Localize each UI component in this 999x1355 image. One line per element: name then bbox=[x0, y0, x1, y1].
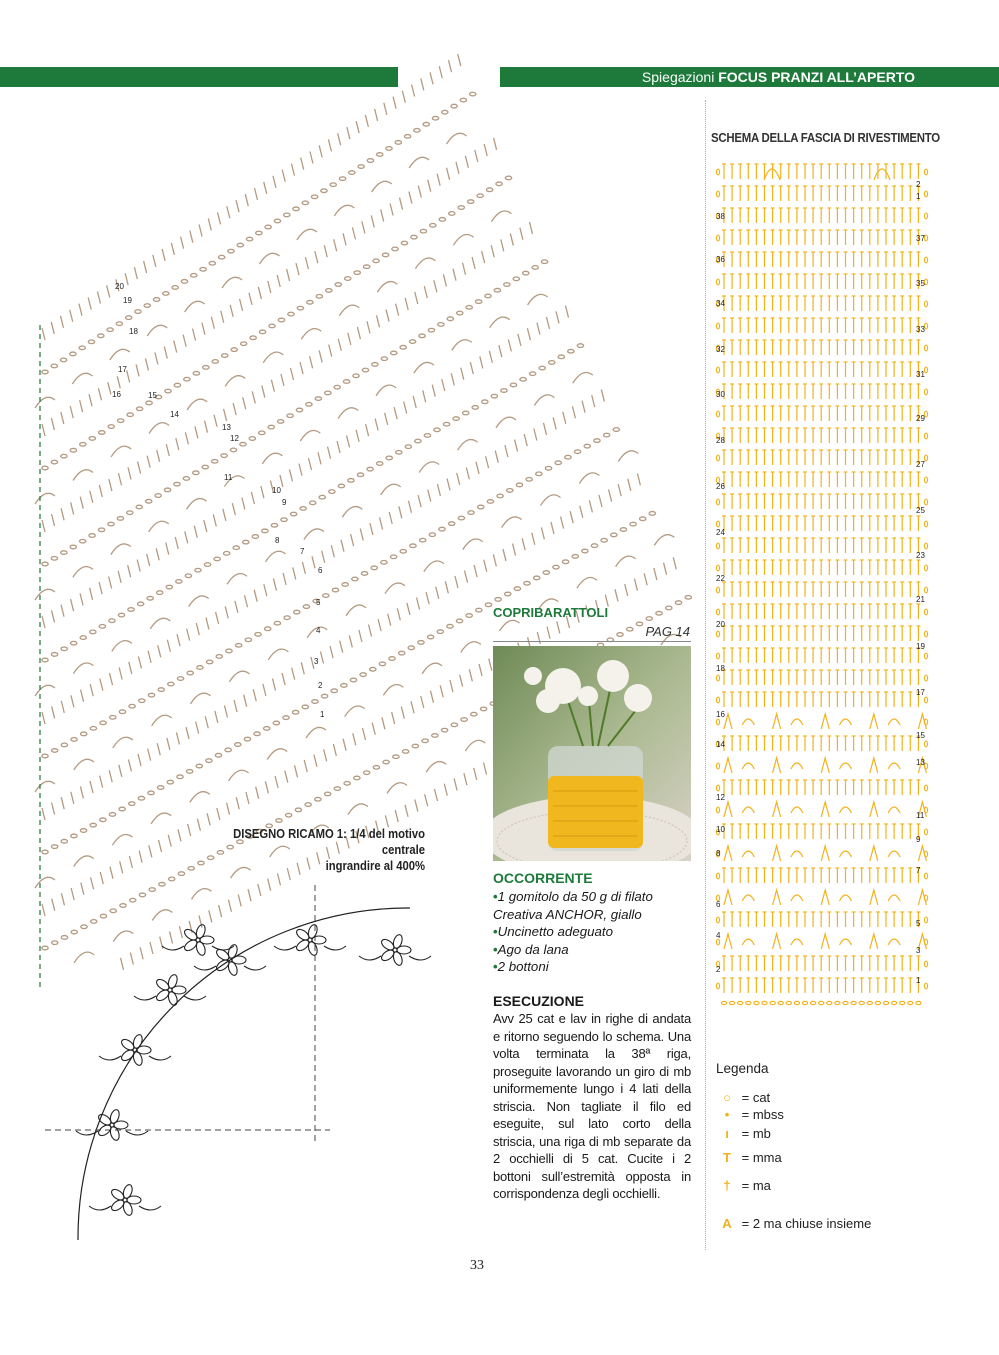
legend-label: = ma bbox=[741, 1178, 771, 1193]
section-title: FOCUS PRANZI ALL’APERTO bbox=[718, 69, 915, 85]
doily-row-number: 16 bbox=[112, 390, 121, 399]
schema-row-number-left: 24 bbox=[716, 528, 725, 537]
schema-row-number-left: 32 bbox=[716, 345, 725, 354]
legend-item-cat bbox=[716, 1090, 770, 1105]
schema-row-number-right: 11 bbox=[916, 811, 925, 820]
schema-row-number-right: 27 bbox=[916, 460, 925, 469]
schema-row-number-right: 1 bbox=[916, 976, 921, 985]
doily-row-number: 11 bbox=[224, 473, 233, 482]
schema-row-number-left: 22 bbox=[716, 574, 725, 583]
doily-row-number: 10 bbox=[272, 486, 281, 495]
doily-row-number: 13 bbox=[222, 423, 231, 432]
schema-row-number-right: 19 bbox=[916, 642, 925, 651]
embroidery-drawing bbox=[40, 880, 440, 1240]
section-label: Spiegazioni bbox=[641, 69, 715, 85]
legend-item-mbss bbox=[716, 1107, 784, 1122]
schema-row-number-right: 33 bbox=[916, 325, 925, 334]
schema-row-number-right: 2 bbox=[916, 180, 921, 189]
dot-icon: • bbox=[724, 1107, 730, 1122]
doily-row-number: 9 bbox=[282, 498, 287, 507]
doily-row-number: 7 bbox=[300, 547, 305, 556]
doily-row-number: 14 bbox=[170, 410, 179, 419]
schema-row-number-left: 4 bbox=[716, 931, 721, 940]
schema-row-number-left: 18 bbox=[716, 664, 725, 673]
esecuzione-text: Avv 25 cat e lav in righe di andata e ritorno seguendo lo schema. Una volta terminata la 38ª riga, proseguite lavorando un giro di mb uniformemente lungo i 4 lati della striscia. Non tagliate il filo ed eseguite, sul lato corto della striscia, una riga di mb separate da 2 occhielli di 5 cat. Cucite i 2 bottoni sull’estremità opposta in corrispondenza degli occhielli. bbox=[493, 1011, 691, 1201]
schema-row-number-right: 21 bbox=[916, 595, 925, 604]
schema-chart bbox=[712, 158, 934, 1008]
doily-row-number: 2 bbox=[318, 681, 323, 690]
schema-row-number-left: 26 bbox=[716, 482, 725, 491]
list-item: • Uncinetto adeguato bbox=[493, 923, 698, 941]
legend-item-mma bbox=[716, 1150, 782, 1165]
mma-icon: T bbox=[723, 1150, 731, 1165]
schema-row-number-right: 17 bbox=[916, 688, 925, 697]
schema-row-number-right: 1 bbox=[916, 192, 921, 201]
schema-row-number-left: 36 bbox=[716, 255, 725, 264]
schema-row-number-right: 15 bbox=[916, 731, 925, 740]
schema-row-number-left: 38 bbox=[716, 212, 725, 221]
schema-row-number-left: 14 bbox=[716, 740, 725, 749]
schema-row-number-left: 28 bbox=[716, 436, 725, 445]
schema-row-number-right: 7 bbox=[916, 866, 921, 875]
ricamo-title-line1: DISEGNO RICAMO 1: 1/4 del motivo centrale bbox=[233, 827, 425, 857]
schema-row-number-left: 2 bbox=[716, 965, 721, 974]
doily-row-number: 4 bbox=[316, 626, 321, 635]
schema-row-number-right: 35 bbox=[916, 279, 925, 288]
legend-item-2ma bbox=[716, 1216, 871, 1231]
list-item: • 1 gomitolo da 50 g di filato Creativa ANCHOR, giallo bbox=[493, 888, 698, 923]
occorrente-heading: OCCORRENTE bbox=[493, 870, 593, 886]
schema-row-number-left: 30 bbox=[716, 390, 725, 399]
doily-row-number: 18 bbox=[129, 327, 138, 336]
schema-row-number-right: 5 bbox=[916, 919, 921, 928]
ricamo-title bbox=[200, 826, 425, 874]
schema-row-number-left: 12 bbox=[716, 793, 725, 802]
schema-row-number-right: 37 bbox=[916, 234, 925, 243]
legend-title: Legenda bbox=[716, 1061, 769, 1076]
doily-row-number: 12 bbox=[230, 434, 239, 443]
doily-row-number: 6 bbox=[318, 566, 323, 575]
two-ma-icon: A bbox=[722, 1216, 732, 1231]
doily-row-number: 17 bbox=[118, 365, 127, 374]
schema-row-number-right: 29 bbox=[916, 414, 925, 423]
mb-icon: ı bbox=[725, 1126, 729, 1141]
title-rule bbox=[493, 641, 691, 642]
legend-label: = 2 ma chiuse insieme bbox=[741, 1216, 872, 1231]
list-item: • Ago da lana bbox=[493, 941, 698, 959]
legend-label: = mb bbox=[741, 1126, 771, 1141]
ricamo-title-line2: ingrandire al 400% bbox=[325, 859, 425, 873]
schema-row-number-right: 25 bbox=[916, 506, 925, 515]
doily-row-number: 19 bbox=[123, 296, 132, 305]
schema-row-number-right: 9 bbox=[916, 835, 921, 844]
doily-row-number: 5 bbox=[316, 598, 321, 607]
occorrente-list bbox=[493, 888, 698, 976]
chain-icon: ○ bbox=[723, 1090, 731, 1105]
esecuzione-heading: ESECUZIONE bbox=[493, 993, 585, 1009]
page-ref: PAG 14 bbox=[645, 624, 690, 639]
column-divider bbox=[705, 100, 706, 1250]
schema-row-number-right: 31 bbox=[916, 370, 925, 379]
schema-title: SCHEMA DELLA FASCIA DI RIVESTIMENTO bbox=[711, 130, 940, 145]
schema-row-number-left: 20 bbox=[716, 620, 725, 629]
page-number: 33 bbox=[470, 1258, 484, 1273]
schema-row-number-left: 8 bbox=[716, 849, 721, 858]
schema-row-number-right: 23 bbox=[916, 551, 925, 560]
legend-item-mb bbox=[716, 1126, 771, 1141]
doily-row-number: 3 bbox=[314, 657, 319, 666]
ma-icon: † bbox=[723, 1178, 731, 1193]
schema-row-number-right: 13 bbox=[916, 758, 925, 767]
schema-row-number-left: 10 bbox=[716, 825, 725, 834]
schema-row-number-left: 6 bbox=[716, 900, 721, 909]
doily-row-number: 20 bbox=[115, 282, 124, 291]
schema-row-number-left: 16 bbox=[716, 710, 725, 719]
doily-row-number: 8 bbox=[275, 536, 280, 545]
legend-label: = cat bbox=[741, 1090, 771, 1105]
legend-item-ma bbox=[716, 1178, 771, 1193]
legend-label: = mma bbox=[741, 1150, 782, 1165]
product-photo bbox=[493, 646, 691, 861]
schema-row-number-left: 34 bbox=[716, 299, 725, 308]
schema-row-number-right: 3 bbox=[916, 946, 921, 955]
list-item: • 2 bottoni bbox=[493, 958, 698, 976]
doily-row-number: 1 bbox=[320, 710, 325, 719]
legend-label: = mbss bbox=[741, 1107, 784, 1122]
doily-row-number: 15 bbox=[148, 391, 157, 400]
article-title: COPRIBARATTOLI bbox=[493, 605, 609, 620]
